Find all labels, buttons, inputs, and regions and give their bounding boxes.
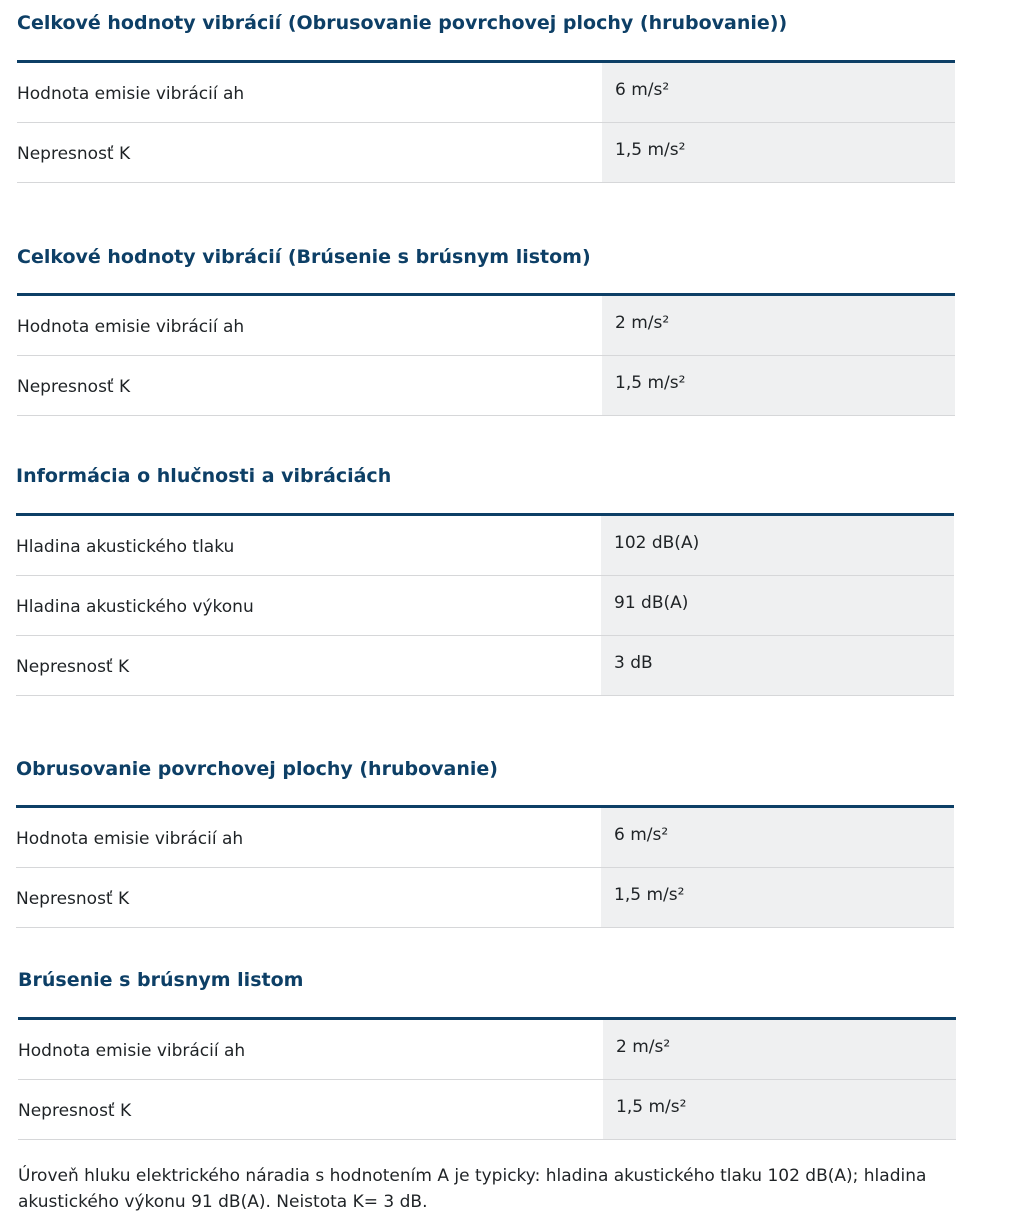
- table-row: [18, 1080, 956, 1140]
- spec-value: 2 m/s²: [603, 1020, 956, 1079]
- table-row: [16, 868, 954, 928]
- spec-label: Nepresnosť K: [17, 144, 131, 164]
- section-title: Informácia o hlučnosti a vibráciách: [16, 465, 392, 487]
- spec-table: [16, 513, 954, 696]
- section-title: Obrusovanie povrchovej plochy (hrubovanie): [16, 758, 498, 780]
- table-row: [16, 808, 954, 868]
- spec-table: [17, 60, 955, 183]
- spec-label: Nepresnosť K: [16, 889, 130, 909]
- table-row: [16, 636, 954, 696]
- table-row: [17, 296, 955, 356]
- spec-label: Nepresnosť K: [17, 377, 131, 397]
- spec-value: 1,5 m/s²: [603, 1080, 956, 1139]
- spec-value: 1,5 m/s²: [602, 123, 955, 182]
- spec-label: Hodnota emisie vibrácií ah: [17, 317, 245, 337]
- spec-table: [17, 293, 955, 416]
- spec-label: Nepresnosť K: [16, 657, 130, 677]
- noise-footnote: Úroveň hluku elektrického náradia s hodnotením A je typicky: hladina akustického tlaku 102 dB(A); hladina akustického výkonu 91 dB(A). Neistota K= 3 dB.: [18, 1166, 927, 1212]
- spec-section-vibration-roughing-total: [17, 11, 955, 183]
- section-title: Celkové hodnoty vibrácií (Obrusovanie povrchovej plochy (hrubovanie)): [17, 12, 788, 34]
- spec-label: Hodnota emisie vibrácií ah: [17, 84, 245, 104]
- spec-value: 2 m/s²: [602, 296, 955, 355]
- spec-table: [18, 1017, 956, 1140]
- spec-label: Hladina akustického tlaku: [16, 537, 235, 557]
- spec-label: Hodnota emisie vibrácií ah: [18, 1041, 246, 1061]
- spec-value: 6 m/s²: [601, 808, 954, 867]
- table-row: [17, 123, 955, 183]
- spec-value: 102 dB(A): [601, 516, 954, 575]
- spec-value: 1,5 m/s²: [601, 868, 954, 927]
- table-row: [17, 63, 955, 123]
- spec-label: Nepresnosť K: [18, 1101, 132, 1121]
- section-title: Celkové hodnoty vibrácií (Brúsenie s brúsnym listom): [17, 246, 591, 268]
- spec-section-noise-vibration: [16, 464, 954, 696]
- spec-value: 91 dB(A): [601, 576, 954, 635]
- section-title: Brúsenie s brúsnym listom: [18, 969, 304, 991]
- table-row: [18, 1020, 956, 1080]
- spec-value: 1,5 m/s²: [602, 356, 955, 415]
- spec-table: [16, 805, 954, 928]
- table-row: [16, 576, 954, 636]
- spec-label: Hladina akustického výkonu: [16, 597, 254, 617]
- spec-section-sanding: [18, 968, 956, 1140]
- spec-value: 3 dB: [601, 636, 954, 695]
- spec-value: 6 m/s²: [602, 63, 955, 122]
- table-row: [17, 356, 955, 416]
- table-row: [16, 516, 954, 576]
- spec-section-vibration-sanding-total: [17, 245, 955, 416]
- spec-label: Hodnota emisie vibrácií ah: [16, 829, 244, 849]
- spec-section-roughing: [16, 757, 954, 929]
